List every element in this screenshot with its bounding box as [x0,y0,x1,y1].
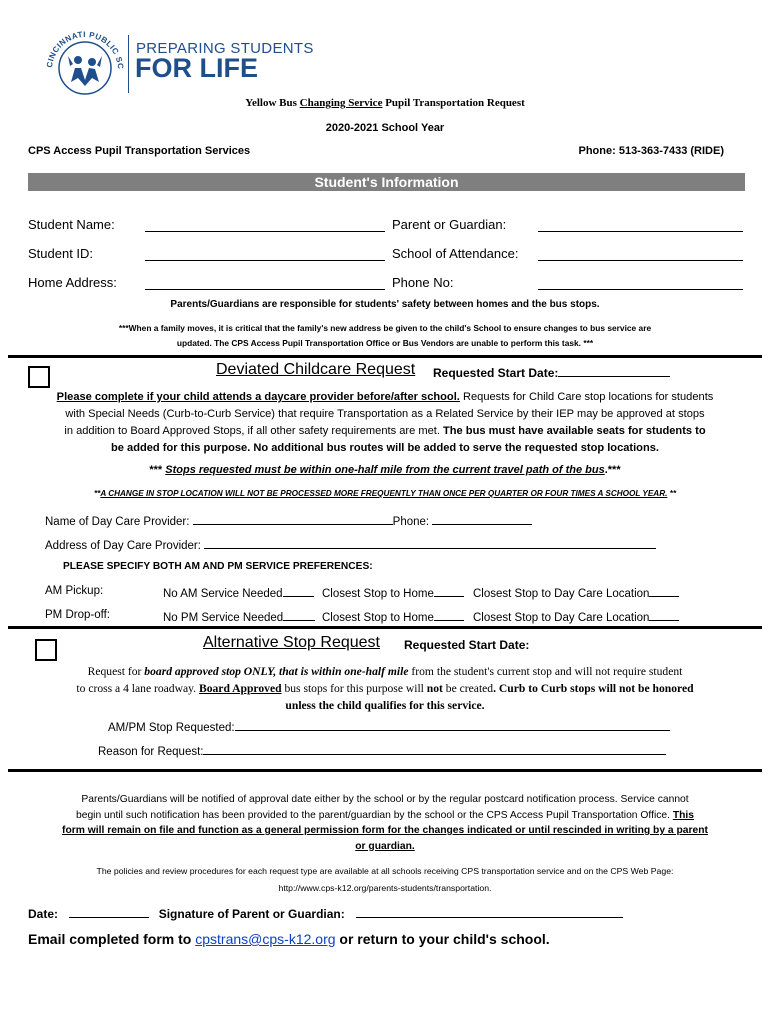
deviated-paragraph: Please complete if your child attends a daycare provider before/after school. Requests for Child Care stop locations for students with Special Needs (Curb-to-Curb Service) that require Transportation as a Related Service by their IEP may be approved at stops in addition to Board Approved Stops, if all other safety requirements are met. The bus must have available seats for students to be added for this purpose. No additional bus routes will be added to serve the requested stop locations. [56,391,714,454]
deviated-childcare-title: Deviated Childcare Request [216,361,416,378]
provider-address-field[interactable] [204,537,656,549]
deviated-childcare-checkbox[interactable] [28,366,50,388]
student-id-field[interactable] [145,260,385,261]
preferences-heading: PLEASE SPECIFY BOTH AM AND PM SERVICE PREFERENCES: [63,561,373,572]
school-attendance-field[interactable] [538,260,743,261]
pm-closest-home-option[interactable]: Closest Stop to Home [322,609,464,624]
home-address-field[interactable] [145,289,385,290]
logo-divider [128,35,129,93]
department-phone: Phone: 513-363-7433 (RIDE) [578,145,724,157]
provider-name-row: Name of Day Care Provider: Phone: [45,513,532,528]
parent-guardian-field[interactable] [538,231,743,232]
student-id-label: Student ID: [28,246,94,261]
svg-text:CINCINNATI PUBLIC SCHOOLS [40,20,125,70]
divider-footer [8,769,762,772]
date-field[interactable] [69,906,149,918]
provider-name-field[interactable] [193,513,393,525]
school-attendance-label: School of Attendance: [392,246,519,261]
phone-no-label: Phone No: [392,275,454,290]
deviated-start-date-field[interactable] [558,365,670,377]
reason-field[interactable] [203,743,666,755]
am-no-service-option[interactable]: No AM Service Needed [163,585,314,600]
section-bar-students-info: Student's Information [28,173,745,191]
am-pickup-row: AM Pickup: No AM Service Needed Closest Stop to Home Closest Stop to Day Care Location [0,585,770,601]
divider-alternative [8,626,762,629]
notification-paragraph: Parents/Guardians will be notified of approval date either by the school or by the regular postcard notification process. Service cannot begin until such notification has been provided to the parent/guardian by the school or the CPS Access Pupil Transportation Office. This form will remain on file and function as a general permission form for the changes indicated or until rescinded in writing by a parent or guardian. [62,794,708,852]
responsibility-note: Parents/Guardians are responsible for students' safety between homes and the bus stops. [170,299,600,310]
alternative-stop-title: Alternative Stop Request [203,634,380,651]
department-name: CPS Access Pupil Transportation Services [28,145,251,157]
home-address-label: Home Address: [28,275,117,290]
tagline-line2: FOR LIFE [135,53,258,83]
alternative-paragraph: Request for board approved stop ONLY, that is within one-half mile from the student's current stop and will not require student to cross a 4 lane roadway. Board Approved bus stops for this purpose will not be created. Curb to Curb stops will not be honored unless the child qualifies for this service. [76,665,694,712]
logo-ring-text: CINCINNATI PUBLIC SC [45,29,126,70]
reason-row: Reason for Request: [98,743,666,758]
phone-no-field[interactable] [538,289,743,290]
stop-requested-field[interactable] [235,719,670,731]
pm-no-service-option[interactable]: No PM Service Needed [163,609,315,624]
deviated-start-date-label: Requested Start Date: [433,365,670,380]
provider-phone-field[interactable] [432,513,532,525]
school-year: 2020-2021 School Year [325,122,445,134]
tagline-line1: PREPARING STUDENTS [136,40,314,57]
alternative-stop-checkbox[interactable] [35,639,57,661]
logo-seal-icon [40,20,130,100]
change-frequency-note: **A CHANGE IN STOP LOCATION WILL NOT BE PROCESSED MORE FREQUENTLY THAN ONCE PER QUARTER OR FOUR TIMES A SCHOOL YEAR. ** [93,489,677,498]
half-mile-note: *** Stops requested must be within one-half mile from the current travel path of the bus.*** [149,464,621,476]
alternative-start-date-label: Requested Start Date: [404,638,530,652]
cps-logo [40,20,130,100]
provider-address-row: Address of Day Care Provider: [45,537,656,552]
student-name-field[interactable] [145,231,385,232]
move-note-line2: updated. The CPS Access Pupil Transportation Office or Bus Vendors are unable to perform this task. *** [176,338,594,348]
student-name-label: Student Name: [28,217,115,232]
am-closest-daycare-option[interactable]: Closest Stop to Day Care Location [473,585,679,600]
signature-row: Date: Signature of Parent or Guardian: [28,906,623,921]
move-note-line1: ***When a family moves, it is critical that the family's new address be given to the child's School to ensure changes to bus service are [118,323,652,333]
signature-field[interactable] [356,906,623,918]
email-link[interactable]: cpstrans@cps-k12.org [195,931,336,947]
form-title: Yellow Bus Changing Service Pupil Transportation Request [245,97,525,109]
policy-paragraph: The policies and review procedures for each request type are available at all schools receiving CPS transportation service and on the CPS Web Page: http://www.cps-k12.org/parents-students/transportation. [96,866,674,893]
pm-dropoff-row: PM Drop-off: No PM Service Needed Closest Stop to Home Closest Stop to Day Care Location [0,609,770,625]
divider-deviated [8,355,762,358]
stop-requested-row: AM/PM Stop Requested: [108,719,670,734]
am-closest-home-option[interactable]: Closest Stop to Home [322,585,464,600]
parent-guardian-label: Parent or Guardian: [392,217,507,232]
pm-closest-daycare-option[interactable]: Closest Stop to Day Care Location [473,609,679,624]
email-instruction: Email completed form to cpstrans@cps-k12.org or return to your child's school. [28,931,550,947]
